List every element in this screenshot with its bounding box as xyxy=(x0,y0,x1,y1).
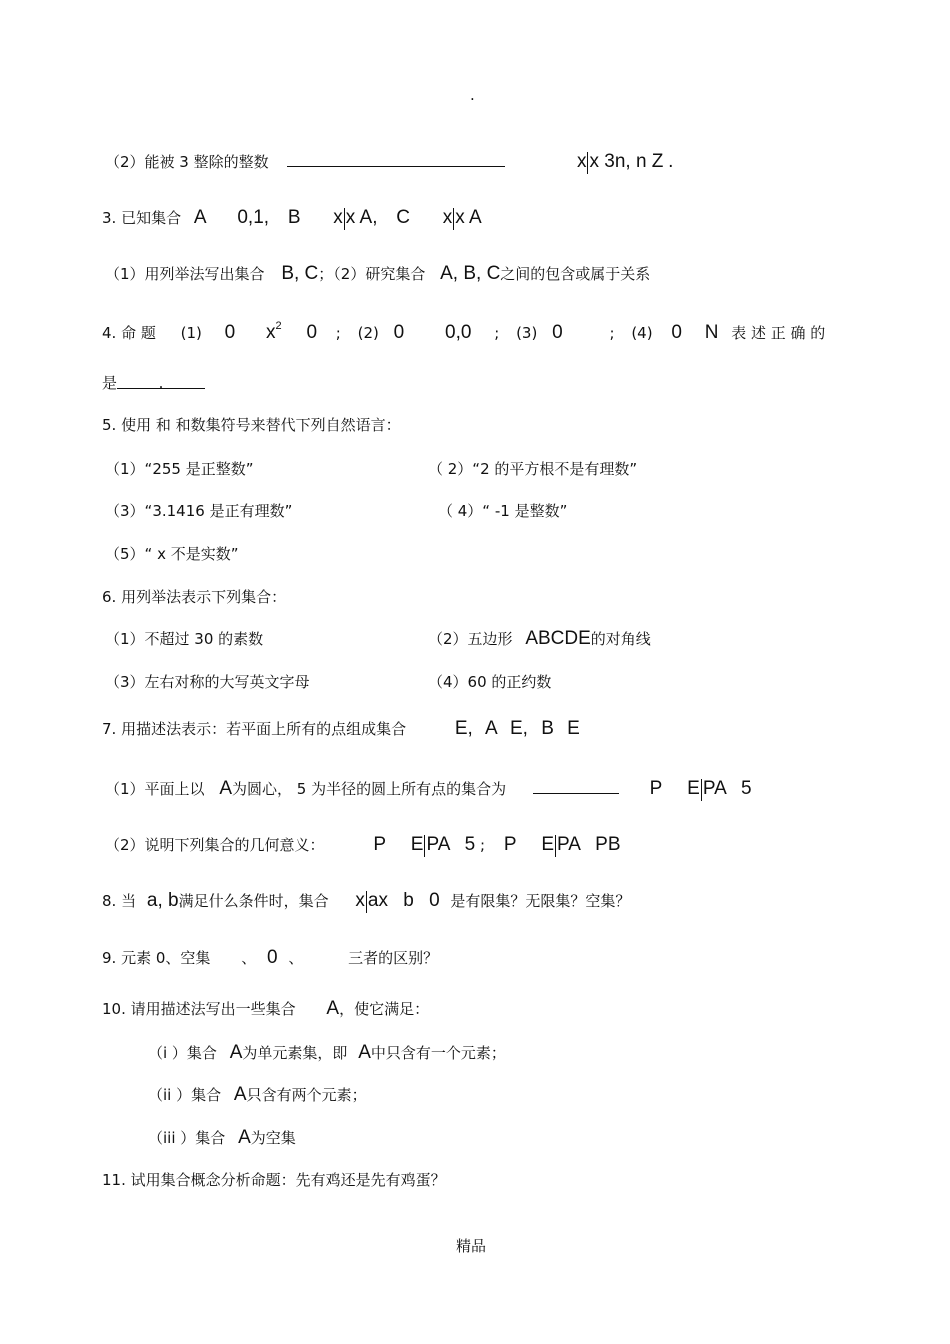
q2-label: （2）能被 3 整除的整数 xyxy=(105,153,269,171)
q4-continued xyxy=(102,372,205,394)
q6-item-1: （1）不超过 30 的素数 xyxy=(105,630,264,648)
q2-item-2 xyxy=(105,150,673,174)
separator: 、 xyxy=(241,949,257,967)
q3-sub-text: 之间的包含或属于关系 xyxy=(500,265,651,283)
set-a: A xyxy=(238,1127,251,1148)
q9-text: 9. 元素 0、空集 xyxy=(102,949,211,967)
separator: 、 xyxy=(288,949,304,967)
prop-4-label: (4) xyxy=(631,324,653,342)
set-condition: PA 5 xyxy=(426,834,476,855)
footer-text: 精品 xyxy=(456,1237,487,1255)
q7-text: 7. 用描述法表示：若平面上所有的点组成集合 xyxy=(102,720,407,738)
set-e: E xyxy=(687,778,700,799)
q10-item-text: （i ）集合 xyxy=(148,1044,217,1062)
q6-item-4: （4）60 的正约数 xyxy=(428,673,552,691)
q6-item-2 xyxy=(428,628,651,650)
q6-item-2-text: （2）五边形 xyxy=(428,630,513,648)
set-a-value: 0,1 xyxy=(237,207,264,228)
set-end: . xyxy=(668,151,674,172)
set-e: E xyxy=(410,834,424,855)
q3-sub-text: ；（2）研究集合 xyxy=(318,265,426,283)
answer-blank xyxy=(287,150,505,167)
answer-blank xyxy=(533,777,619,794)
q5-item-2: （ 2）“2 的平方根不是有理数” xyxy=(428,460,638,478)
q7-sub-1 xyxy=(105,777,752,801)
q6-item-3: （3）左右对称的大写英文字母 xyxy=(105,673,310,691)
prop-1-label: (1) xyxy=(180,324,202,342)
q3-sub-text: （1）用列举法写出集合 xyxy=(105,265,265,283)
prop-3-expr: 0 xyxy=(552,322,563,343)
sets-bc: B, C xyxy=(281,263,319,284)
blank-dot: . xyxy=(158,374,164,392)
set-var: x xyxy=(355,890,365,911)
semicolon: ; xyxy=(609,324,615,342)
comma: , xyxy=(263,207,270,228)
q4-suffix: 表 述 正 确 的 xyxy=(731,324,826,342)
prop-2-label: (2) xyxy=(357,324,379,342)
prop-1-expr: 0 xyxy=(224,322,236,343)
set-c-condition: x A xyxy=(455,207,482,228)
q6-item-2-text: 的对角线 xyxy=(590,630,651,648)
q8-text: 8. 当 xyxy=(102,892,137,910)
q5: 5. 使用 和 和数集符号来替代下列自然语言： xyxy=(102,416,401,434)
q10-item-text: 为单元素集，即 xyxy=(242,1044,348,1062)
set-e: E xyxy=(541,834,554,855)
set-c: C xyxy=(396,207,410,228)
set-condition: ax b 0 xyxy=(367,890,440,911)
set-condition: PA 5 xyxy=(702,778,752,799)
q4-answer-label: 是 xyxy=(102,374,118,392)
semicolon: ; xyxy=(335,324,341,342)
set-bar xyxy=(555,835,556,857)
set-a: A xyxy=(358,1042,371,1063)
q8-text: 是有限集？无限集？空集？ xyxy=(450,892,631,910)
set-b-condition: x A xyxy=(345,207,373,228)
set-a: A xyxy=(233,1084,247,1105)
semicolon: ; xyxy=(480,836,486,854)
center-point: A xyxy=(219,778,233,799)
prop-1-expr: x xyxy=(266,322,276,343)
q3-sub xyxy=(105,263,650,285)
prop-4-expr: 0 xyxy=(671,322,682,343)
q3-prefix: 3. 已知集合 xyxy=(102,209,182,227)
set-bar xyxy=(701,779,702,801)
q10-text: 10. 请用描述法写出一些集合 xyxy=(102,1000,296,1018)
prop-1-expr: 0 xyxy=(306,322,318,343)
q10-text: ，使它满足： xyxy=(339,1000,430,1018)
sets-abc: A, B, C xyxy=(440,263,501,284)
q5-item-5: （5）“ x 不是实数” xyxy=(105,545,239,563)
q10-item-ii xyxy=(148,1084,367,1106)
q7-sub-1-text: 为圆心， 5 为半径的圆上所有点的集合为 xyxy=(232,780,507,798)
set-var: P xyxy=(649,778,663,799)
set-bar xyxy=(366,891,367,913)
params-ab: a, b xyxy=(146,890,179,911)
q4 xyxy=(102,322,825,346)
prop-2-expr: 0 xyxy=(393,322,405,343)
prop-3-label: (3) xyxy=(516,324,538,342)
q4-prefix: 4. 命 题 xyxy=(102,324,156,342)
q5-item-1: （1）“255 是正整数” xyxy=(105,460,254,478)
prop-2-expr: 0,0 xyxy=(445,322,472,343)
set-a: A xyxy=(193,207,207,228)
q10-item-text: 中只含有一个元素； xyxy=(370,1044,506,1062)
semicolon: ; xyxy=(494,324,500,342)
set-bar xyxy=(344,208,345,230)
set-c-var: x xyxy=(442,207,453,228)
comma: , xyxy=(372,207,378,228)
set-var: x xyxy=(576,151,587,172)
q10-item-text: 为空集 xyxy=(250,1129,296,1147)
q7-sub-2-text: （2）说明下列集合的几何意义： xyxy=(105,836,325,854)
set-a: A xyxy=(229,1042,243,1063)
q10-item-text: （iii ）集合 xyxy=(148,1129,226,1147)
q7 xyxy=(102,718,580,740)
q10 xyxy=(102,998,429,1020)
set-var: P xyxy=(373,834,387,855)
q3 xyxy=(102,207,482,230)
q10-item-text: 只含有两个元素； xyxy=(246,1086,367,1104)
set-var: P xyxy=(503,834,517,855)
header-dot: . xyxy=(470,86,475,104)
q6: 6. 用列举法表示下列集合： xyxy=(102,588,287,606)
q9 xyxy=(102,947,438,969)
q11: 11. 试用集合概念分析命题：先有鸡还是先有鸡蛋？ xyxy=(102,1171,446,1189)
pentagon-name: ABCDE xyxy=(525,628,591,649)
set-b-var: x xyxy=(333,207,343,228)
q5-item-3: （3）“3.1416 是正有理数” xyxy=(105,502,293,520)
q10-item-iii xyxy=(148,1127,296,1149)
answer-blank xyxy=(117,372,205,392)
q10-item-text: （ii ）集合 xyxy=(148,1086,222,1104)
exponent: 2 xyxy=(275,320,282,332)
q8-text: 满足什么条件时，集合 xyxy=(178,892,329,910)
q9-text: 三者的区别？ xyxy=(348,949,439,967)
q7-sub-2 xyxy=(105,834,621,857)
set-condition: PA PB xyxy=(557,834,621,855)
q7-math: E, A E, B E xyxy=(454,718,580,739)
q5-item-4: （ 4）“ -1 是整数” xyxy=(438,502,568,520)
set-a: A xyxy=(326,998,340,1019)
q8 xyxy=(102,890,630,913)
q10-item-i xyxy=(148,1042,506,1064)
set-condition: x 3n, n Z xyxy=(589,151,664,172)
prop-4-expr: N xyxy=(704,322,719,343)
zero-set: 0 xyxy=(266,947,278,968)
q7-sub-1-text: （1）平面上以 xyxy=(105,780,205,798)
set-b: B xyxy=(287,207,301,228)
